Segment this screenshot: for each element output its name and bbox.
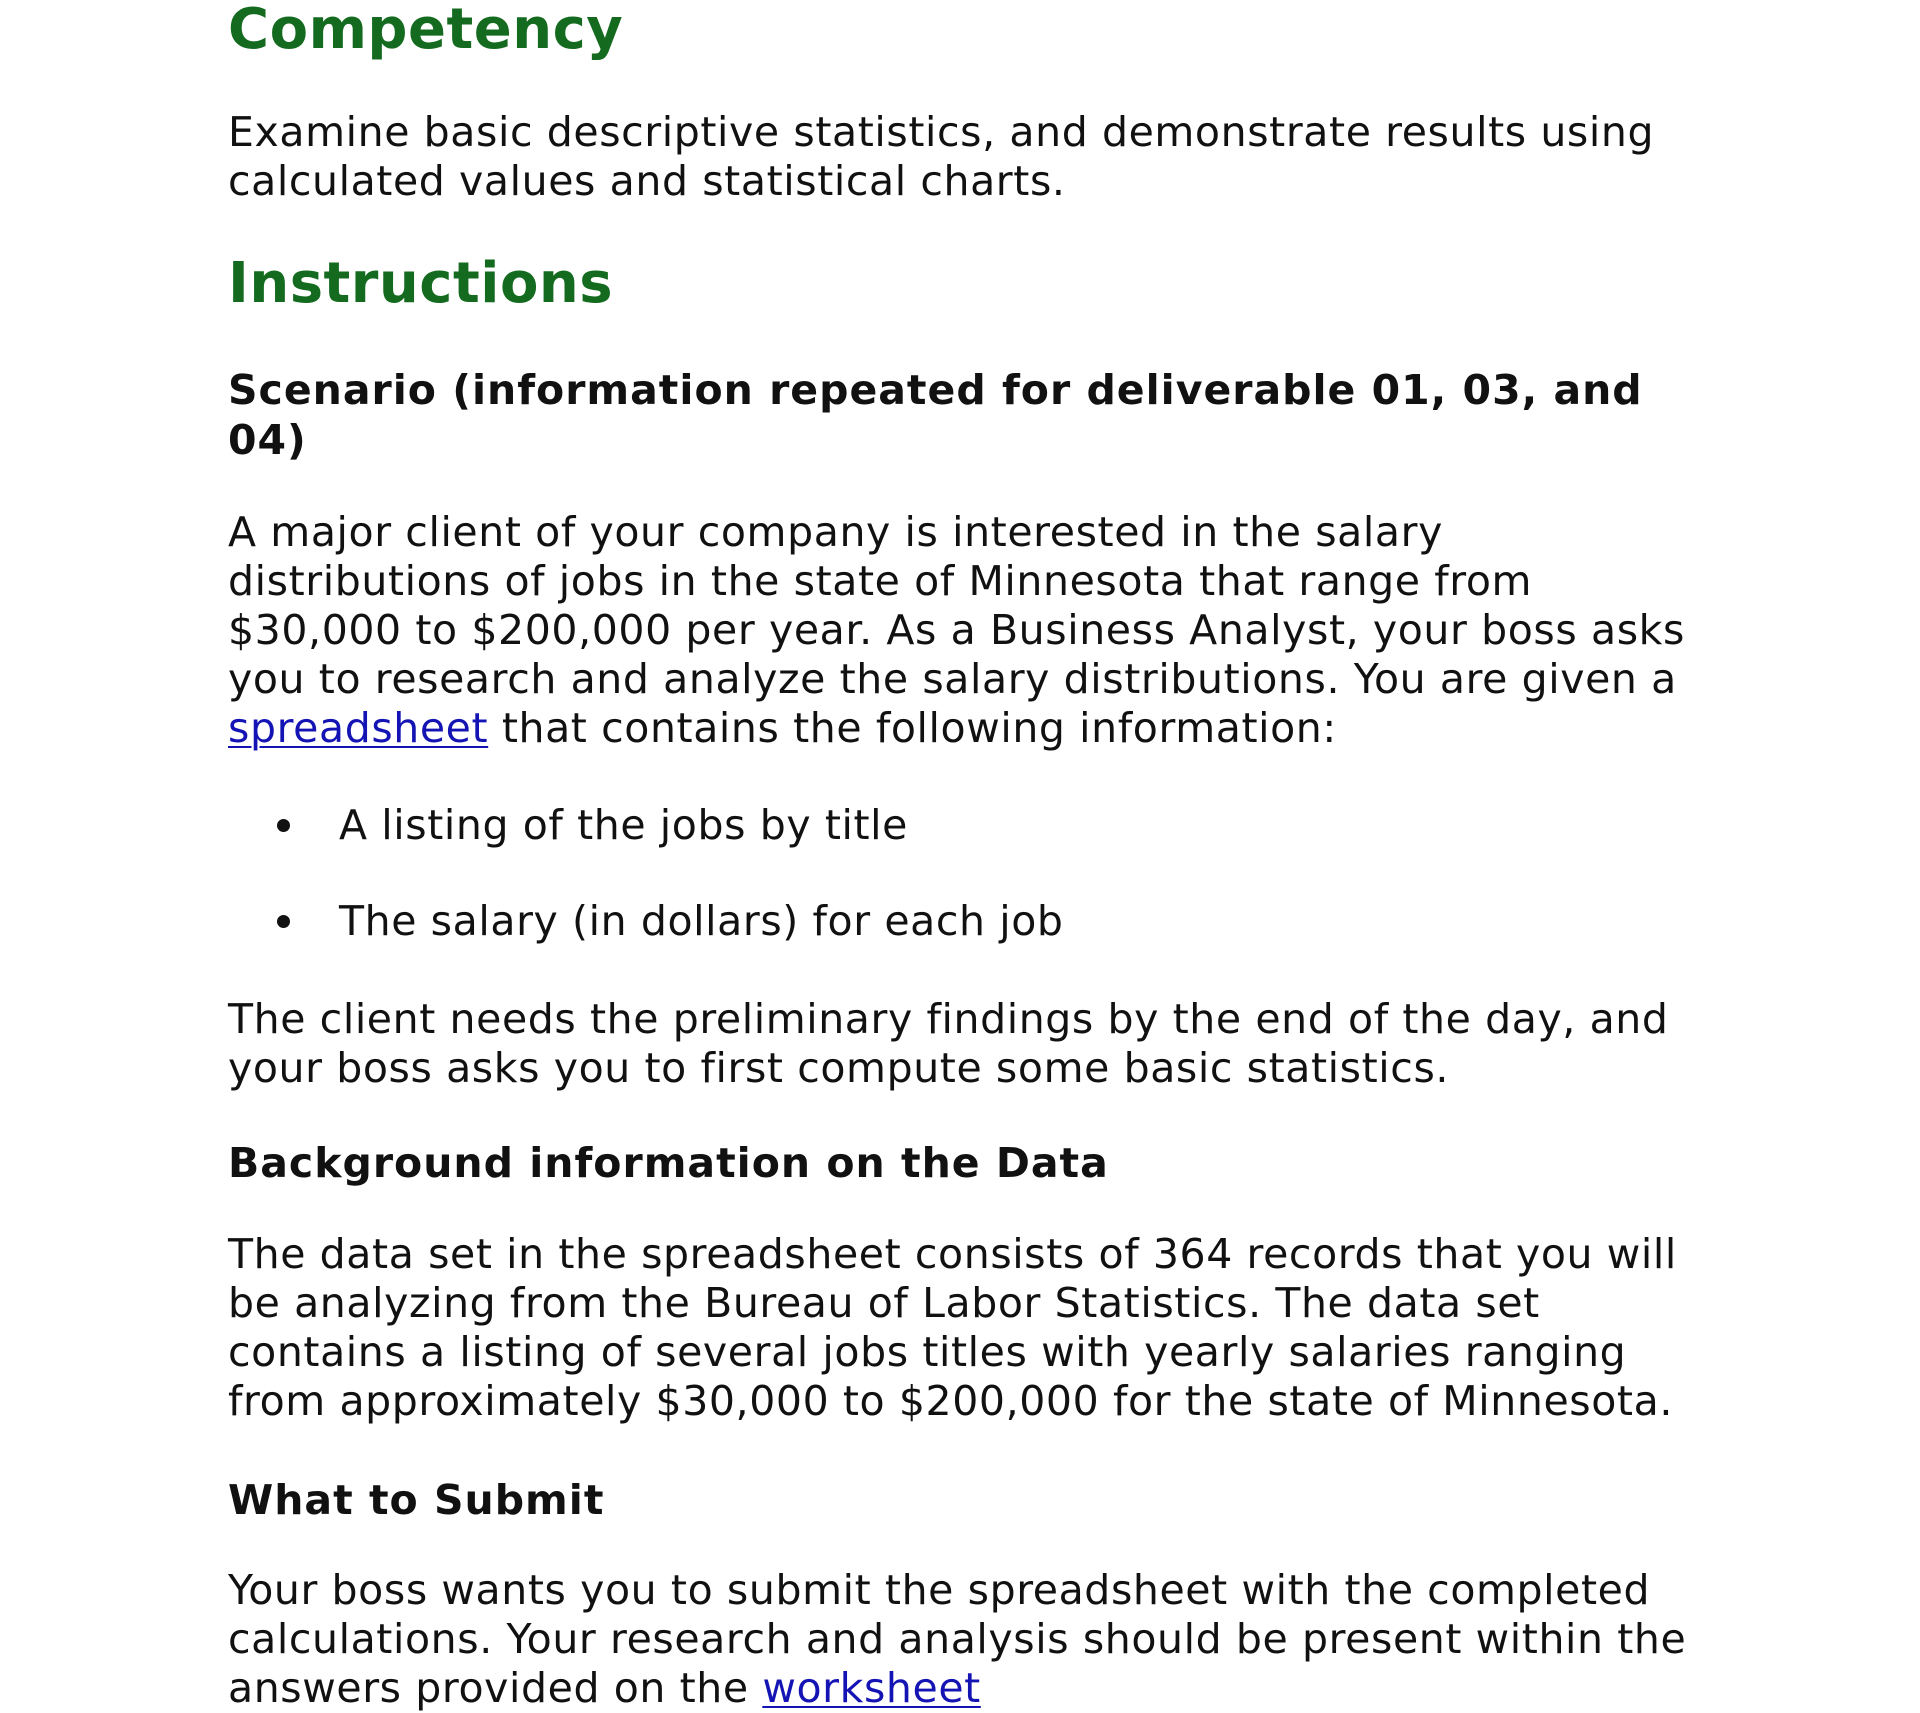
worksheet-link[interactable]: worksheet xyxy=(762,1664,981,1712)
scenario-text-before-link: A major client of your company is interested in the salary distributions of jobs in the state of Minnesota that range from $30,000 to $200,000 per year. As a Business Analyst, your boss asks you to research and analyze the salary distributions. You are given a xyxy=(228,508,1685,703)
submit-heading-block xyxy=(228,1475,1708,1525)
scenario-heading: Scenario (information repeated for deliverable 01, 03, and 04) xyxy=(228,366,1643,464)
background-heading: Background information on the Data xyxy=(228,1139,1109,1187)
submit-text-block xyxy=(228,1566,1708,1713)
scenario-paragraph-block xyxy=(228,508,1708,753)
competency-text-block xyxy=(228,108,1708,206)
submit-heading: What to Submit xyxy=(228,1476,605,1524)
list-item-text: The salary (in dollars) for each job xyxy=(339,897,1064,945)
background-text-block xyxy=(228,1230,1708,1426)
scenario-closing-text: The client needs the preliminary findings by the end of the day, and your boss asks you to first compute some basic statistics. xyxy=(228,995,1669,1092)
list-item-text: A listing of the jobs by title xyxy=(339,801,908,849)
bullet-icon xyxy=(277,819,290,832)
scenario-closing-block xyxy=(228,995,1708,1093)
instructions-heading: Instructions xyxy=(228,251,614,316)
competency-text: Examine basic descriptive statistics, and demonstrate results using calculated values and statistical charts. xyxy=(228,108,1655,205)
scenario-heading-block xyxy=(228,365,1708,465)
background-text: The data set in the spreadsheet consists of 364 records that you will be analyzing from the Bureau of Labor Statistics. The data set contains a listing of several jobs titles with yearly salaries ranging from approximately $30,000 to $200,000 for the state of Minnesota. xyxy=(228,1230,1677,1425)
scenario-paragraph xyxy=(228,508,1708,753)
background-heading-block xyxy=(228,1138,1708,1188)
submit-text-before-link: Your boss wants you to submit the spreadsheet with the completed calculations. Your research and analysis should be present within the answers provided on the xyxy=(228,1566,1687,1712)
spreadsheet-link[interactable]: spreadsheet xyxy=(228,704,489,752)
scenario-text-after-link: that contains the following information: xyxy=(488,704,1337,752)
submit-text xyxy=(228,1566,1708,1713)
bullet-icon xyxy=(277,915,290,928)
competency-heading: Competency xyxy=(228,0,624,62)
